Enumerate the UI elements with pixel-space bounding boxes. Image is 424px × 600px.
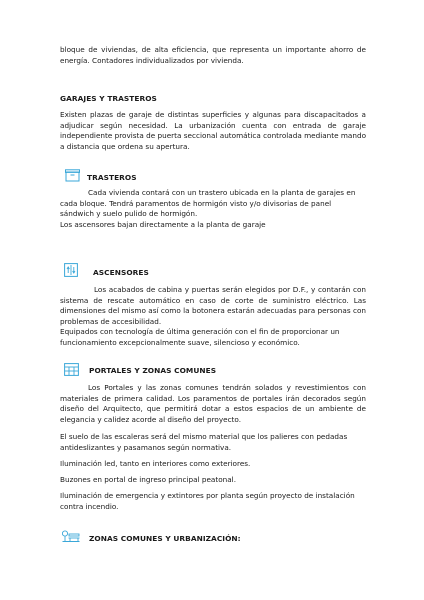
portales-paragraph-3: Iluminación led, tanto en interiores como exteriores. <box>60 459 251 468</box>
intro-paragraph: bloque de viviendas, de alta eficiencia, que representa un importante ahorro de energía. Contadores individualizados por vivienda. <box>60 45 366 65</box>
garajes-heading: GARAJES Y TRASTEROS <box>60 94 157 103</box>
trasteros-heading: TRASTEROS <box>87 173 137 182</box>
portales-heading: PORTALES Y ZONAS COMUNES <box>89 366 217 375</box>
portales-paragraph-5: Iluminación de emergencia y extintores por planta según proyecto de instalación contra incendio. <box>60 491 355 511</box>
ascensores-paragraph: Los acabados de cabina y puertas serán elegidos por D.F., y contarán con sistema de rescate automático en caso de corte de suministro eléctrico. Las dimensiones del mismo así como la botonera estarán adecuadas para personas con problemas de accesibilidad. <box>60 285 366 326</box>
park-bench-icon <box>62 530 80 542</box>
building-icon <box>64 363 79 376</box>
ascensores-paragraph-2: Equipados con tecnología de última generación con el fin de proporcionar un funcionamiento excepcionalmente suave, silencioso y económico. <box>60 327 340 347</box>
garajes-paragraph: Existen plazas de garaje de distintas superficies y algunas para discapacitados a adjudicar según necesidad. La urbanización cuenta con entrada de garaje independiente provista de puerta seccional automática controlada mediante mando a distancia que ordena su apertura. <box>60 110 367 151</box>
urbanizacion-heading: ZONAS COMUNES Y URBANIZACIÓN: <box>89 534 241 543</box>
elevator-icon <box>64 263 78 277</box>
ascensores-heading: ASCENSORES <box>93 268 149 277</box>
portales-paragraph: Los Portales y las zonas comunes tendrán solados y revestimientos con materiales de primera calidad. Los paramentos de portales irán decorados según diseño del Arquitecto, que permitirá dotar a estos espacios de un ambiente de elegancia y calidez acorde al diseño del proyecto. <box>60 383 366 424</box>
trasteros-note: Los ascensores bajan directamente a la planta de garaje <box>60 220 266 229</box>
trasteros-paragraph: Cada vivienda contará con un trastero ubicada en la planta de garajes en cada bloque. Tendrá paramentos de hormigón visto y/o divisorias de panel sándwich y suelo pulido de hormigón. <box>60 188 356 219</box>
storage-box-icon <box>65 169 80 182</box>
portales-paragraph-2: El suelo de las escaleras será del mismo material que los palieres con pedadas antideslizantes y pasamanos según normativa. <box>60 432 348 452</box>
portales-paragraph-4: Buzones en portal de ingreso principal peatonal. <box>60 475 237 484</box>
